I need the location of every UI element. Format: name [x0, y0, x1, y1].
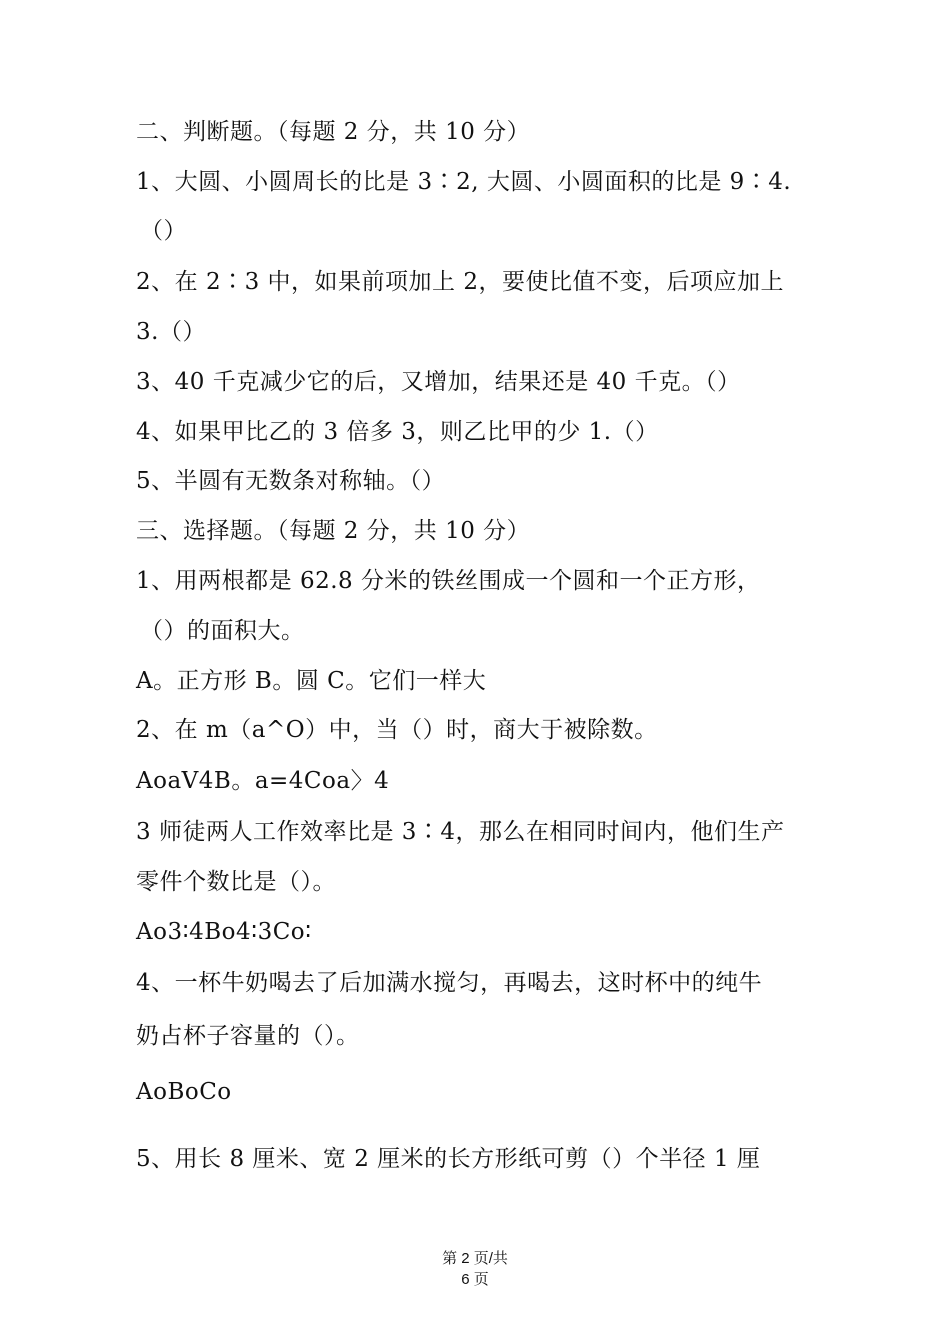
choice-options: AoBoCo: [136, 1079, 232, 1105]
choice-options: A。正方形 B。圆 C。它们一样大: [136, 668, 487, 694]
question-line: 5、半圆有无数条对称轴。（）: [136, 468, 446, 494]
choice-options: Ao3∶4Bo4∶3Co∶: [136, 919, 312, 945]
section-heading-multiple-choice: 三、选择题。（每题 2 分，共 10 分）: [136, 518, 531, 544]
question-line-continued: 3.（）: [136, 319, 206, 345]
question-line-continued: 零件个数比是（）。: [136, 869, 336, 895]
question-line: 3 师徒两人工作效率比是 3∶4，那么在相同时间内，他们生产: [136, 819, 785, 845]
question-line: 5、用长 8 厘米、宽 2 厘米的长方形纸可剪（）个半径 1 厘: [136, 1146, 761, 1172]
question-line: 1、用两根都是 62.8 分米的铁丝围成一个圆和一个正方形，: [136, 568, 761, 594]
question-line-continued: 奶占杯子容量的（）。: [136, 1023, 360, 1049]
question-line: 2、在 2∶3 中，如果前项加上 2，要使比值不变，后项应加上: [136, 269, 784, 295]
question-line: 4、如果甲比乙的 3 倍多 3，则乙比甲的少 1.（）: [136, 419, 659, 445]
question-line: 1、大圆、小圆周长的比是 3∶2, 大圆、小圆面积的比是 9∶4.: [136, 169, 792, 195]
question-line-continued: （）的面积大。: [140, 618, 305, 644]
choice-options: AoaV4B。a=4Coa〉4: [136, 768, 390, 794]
question-line: 3、40 千克减少它的后，又增加，结果还是 40 千克。（）: [136, 369, 741, 395]
page-footer-line1: 第 2 页/共: [442, 1250, 508, 1267]
answer-bracket: （）: [140, 218, 187, 244]
question-line: 2、在 m（a^O）中，当（）时，商大于被除数。: [136, 717, 658, 743]
page-footer-line2: 6 页: [461, 1271, 489, 1288]
question-line: 4、一杯牛奶喝去了后加满水搅匀，再喝去，这时杯中的纯牛: [136, 970, 763, 996]
section-heading-true-false: 二、判断题。（每题 2 分，共 10 分）: [136, 119, 531, 145]
